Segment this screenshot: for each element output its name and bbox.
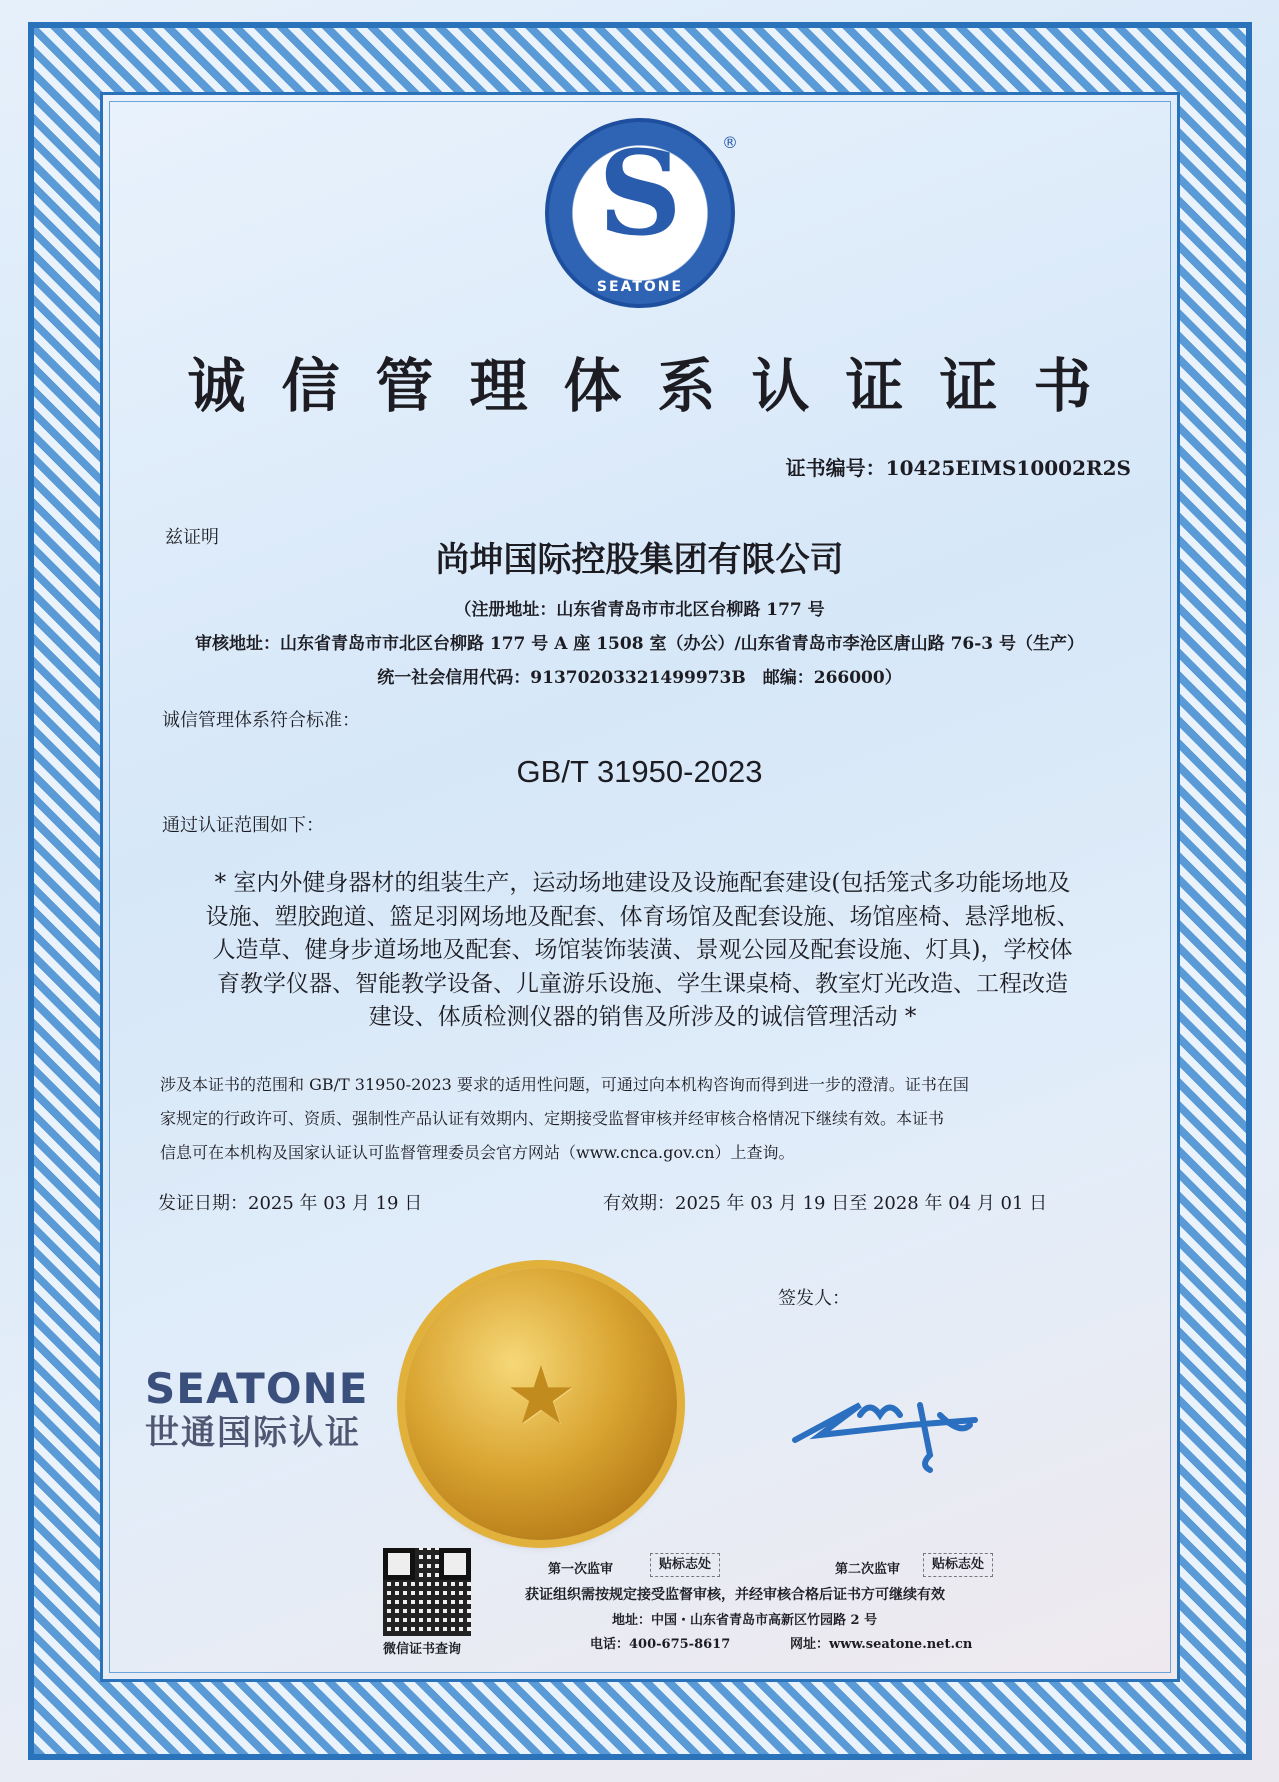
- certificate-number: [786, 452, 1131, 481]
- seatone-brand: [145, 1365, 368, 1454]
- certificate-title: 诚信管理体系认证证书: [187, 352, 1128, 420]
- hereby-label: 兹证明: [165, 527, 219, 548]
- registered-mark: ®: [722, 133, 738, 152]
- issuer-website[interactable]: 网址：www.seatone.net.cn: [790, 1637, 973, 1652]
- issue-date: 发证日期：2025 年 03 月 19 日: [158, 1193, 423, 1214]
- surveillance-notice: 获证组织需按规定接受监督审核，并经审核合格后证书方可继续有效: [525, 1587, 945, 1603]
- logo-ring-text: SEATONE: [596, 279, 684, 295]
- logo-letter: S: [598, 126, 682, 262]
- signature: [790, 1385, 990, 1475]
- standard-label: 诚信管理体系符合标准：: [162, 710, 360, 731]
- gold-seal: [405, 1268, 677, 1540]
- first-audit-label: 第一次监审: [548, 1562, 614, 1577]
- issuer-label: 签发人：: [778, 1288, 850, 1309]
- audit-address: 审核地址：山东省青岛市市北区台柳路 177 号 A 座 1508 室（办公）/山东省青岛市李沧区唐山路 76-3 号（生产）: [194, 634, 1085, 654]
- qr-code[interactable]: [383, 1548, 471, 1636]
- scope-label: 通过认证范围如下：: [162, 815, 324, 836]
- cert-no-label: 证书编号：: [785, 456, 886, 480]
- disclaimer-line: 家规定的行政许可、资质、强制性产品认证有效期内、定期接受监督审核并经审核合格情况下继续有效。本证书: [160, 1109, 945, 1128]
- star-icon: ★: [505, 1349, 577, 1442]
- brand-en: SEATONE: [145, 1364, 369, 1413]
- first-audit-sticker: 贴标志处: [650, 1553, 720, 1577]
- scope-line: 育教学仪器、智能教学设备、儿童游乐设施、学生课桌椅、教室灯光改造、工程改造: [217, 970, 1068, 997]
- scope-line: * 室内外健身器材的组装生产，运动场地建设及设施配套建设(包括笼式多功能场地及: [214, 870, 1071, 896]
- scope-line: 设施、塑胶跑道、篮足羽网场地及配套、体育场馆及配套设施、场馆座椅、悬浮地板、: [205, 903, 1080, 930]
- registered-address: （注册地址：山东省青岛市市北区台柳路 177 号: [454, 600, 825, 620]
- second-audit-label: 第二次监审: [835, 1562, 901, 1577]
- issuer-phone: 电话：400-675-8617: [590, 1637, 731, 1652]
- standard-code: GB/T 31950-2023: [516, 754, 763, 789]
- brand-cn: 世通国际认证: [145, 1413, 361, 1454]
- qr-caption: 微信证书查询: [383, 1642, 462, 1657]
- disclaimer-line: 信息可在本机构及国家认证认可监督管理委员会官方网站（www.cnca.gov.cn）上查询。: [160, 1143, 795, 1162]
- disclaimer-line: 涉及本证书的范围和 GB/T 31950-2023 要求的适用性问题，可通过向本机构咨询而得到进一步的澄清。证书在国: [160, 1075, 969, 1094]
- disclaimer: [160, 1068, 1120, 1170]
- scope-line: 建设、体质检测仪器的销售及所涉及的诚信管理活动 *: [368, 1004, 917, 1030]
- seatone-logo: [545, 118, 735, 308]
- cert-no-value: 10425EIMS10002R2S: [885, 456, 1131, 480]
- scope-line: 人造草、健身步道场地及配套、场馆装饰装潢、景观公园及配套设施、灯具)，学校体: [212, 937, 1073, 963]
- validity-period: 有效期：2025 年 03 月 19 日至 2028 年 04 月 01 日: [603, 1193, 1048, 1214]
- second-audit-sticker: 贴标志处: [923, 1553, 993, 1577]
- company-name: 尚坤国际控股集团有限公司: [435, 540, 844, 580]
- certification-scope: [155, 867, 1130, 1035]
- issuer-address: 地址：中国・山东省青岛市高新区竹园路 2 号: [612, 1613, 878, 1628]
- credit-code: 统一社会信用代码：91370203321499973B 邮编：266000）: [377, 668, 902, 688]
